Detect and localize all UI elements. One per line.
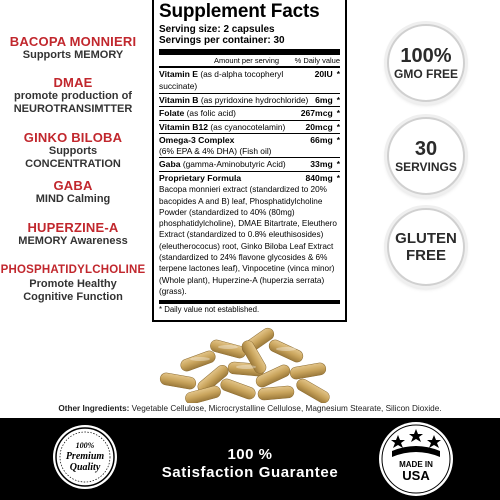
servings-badge <box>387 117 465 195</box>
nutrient-amount: 20IU <box>314 69 333 79</box>
nutrient-name: Vitamin B <box>159 94 199 105</box>
other-ingredients-label: Other Ingredients: <box>58 404 130 413</box>
nutrient-name: Folate <box>159 108 185 119</box>
ingredient-desc: promote production of <box>14 90 132 102</box>
supplement-facts-panel <box>152 0 347 322</box>
proprietary-dv: * <box>336 172 340 183</box>
nutrient-name: Gaba <box>159 159 181 170</box>
ingredient-desc: Supports <box>48 145 98 157</box>
ingredient-desc: Promote Healthy <box>29 278 117 290</box>
ingredient-ginko <box>0 130 146 171</box>
nutrient-amount: 20mcg <box>305 121 333 132</box>
nutrient-dv: * <box>336 108 340 119</box>
badge-top-text: 100% <box>400 44 452 67</box>
daily-value-header: % Daily value <box>294 56 340 65</box>
satisfaction-guarantee <box>150 446 350 482</box>
omega-detail: (6% EPA & 4% DHA) (Fish oil) <box>159 146 340 158</box>
guarantee-percent: 100 % <box>227 446 273 463</box>
nutrient-name: Omega-3 Complex <box>159 135 235 146</box>
gmo-free-badge <box>387 24 465 102</box>
nutrient-source: (as pyridoxine hydrochloride) <box>200 94 309 105</box>
facts-row <box>159 94 340 107</box>
facts-row <box>159 134 340 146</box>
nutrient-name: Vitamin B12 <box>159 121 209 132</box>
proprietary-name: Proprietary Formula <box>159 172 242 183</box>
facts-row <box>159 121 340 134</box>
proprietary-description: Bacopa monnieri extract (standardized to 20% bacopides A and B) leaf, Phosphatidylcholine Powder (standardized to 40% (80mg) phosphatidylcholine), DMAE Bitartrate, Eleuthero Extract (standardized to 0.8% eleuthisosides) (eleutherococus) root, Ginko Biloba Leaf Extract (standardized to 24% flavone glycosides & 6% terpene lactones leaf), Vinpocetine (vinca minor) (Whole plant), Huperzine-A (huperzia serrata) (grass). <box>159 185 337 296</box>
seal-line1: 100% <box>75 441 95 450</box>
facts-row <box>159 158 340 171</box>
ingredient-gaba <box>0 178 146 206</box>
guarantee-text: Satisfaction Guarantee <box>161 464 339 481</box>
servings-per-container: Servings per container: 30 <box>159 35 285 46</box>
gluten-free-badge <box>387 208 465 286</box>
ingredient-dmae <box>0 75 146 116</box>
facts-column-header <box>159 55 340 66</box>
ingredient-name: GABA <box>53 178 93 193</box>
nutrient-dv: * <box>336 69 340 79</box>
nutrient-amount: 66mg <box>310 135 333 146</box>
ingredient-desc: CONCENTRATION <box>25 158 121 170</box>
other-ingredients-text: Vegetable Cellulose, Microcrystalline Cellulose, Magnesium Stearate, Silicon Dioxide. <box>131 404 442 413</box>
nutrient-dv: * <box>336 94 340 105</box>
nutrient-dv: * <box>336 121 340 132</box>
other-ingredients <box>0 404 500 413</box>
ingredient-phosphatidylcholine <box>0 263 146 304</box>
ingredient-name: GINKO BILOBA <box>23 130 123 145</box>
nutrient-source: (gamma-Aminobutyric Acid) <box>182 159 286 170</box>
ingredient-huperzine <box>0 220 146 248</box>
nutrient-dv: * <box>336 159 340 170</box>
nutrient-amount: 33mg <box>310 159 333 170</box>
nutrient-amount: 6mg <box>315 94 333 105</box>
nutrient-name: Vitamin E <box>159 69 199 79</box>
nutrient-dv: * <box>336 135 340 146</box>
ingredient-bacopa <box>0 34 146 62</box>
capsules-image <box>140 325 360 403</box>
seal-line3: Quality <box>69 462 101 473</box>
usa-line2: USA <box>402 468 430 483</box>
ingredient-name: DMAE <box>53 75 93 90</box>
badge-top-text: GLUTEN <box>395 230 457 247</box>
usa-line1: MADE IN <box>399 460 433 469</box>
badge-top-text: 30 <box>414 137 438 160</box>
ingredient-name: HUPERZINE-A <box>27 220 119 235</box>
seal-line2: Premium <box>65 451 105 462</box>
badge-bottom-text: FREE <box>405 247 446 264</box>
badge-bottom-text: GMO FREE <box>393 66 458 81</box>
ingredient-name: BACOPA MONNIERI <box>9 34 137 49</box>
facts-row <box>159 68 340 94</box>
ingredient-desc: Cognitive Function <box>23 291 123 303</box>
serving-size: Serving size: 2 capsules <box>159 24 275 35</box>
nutrient-source: (as d-alpha tocopheryl succinate) <box>159 69 284 92</box>
facts-row <box>159 107 340 120</box>
proprietary-row <box>159 172 340 184</box>
facts-footnote: * Daily value not established. <box>159 300 340 316</box>
facts-title: Supplement Facts <box>159 1 320 22</box>
ingredient-desc: Supports MEMORY <box>22 49 124 61</box>
made-in-usa-icon <box>378 421 454 497</box>
nutrient-amount: 267mcg <box>300 108 333 119</box>
amount-header: Amount per serving <box>214 56 280 65</box>
ingredient-desc: MEMORY Awareness <box>18 235 128 247</box>
ingredient-desc: MIND Calming <box>35 193 111 205</box>
ingredient-desc: NEUROTRANSIMTTER <box>13 103 133 115</box>
badge-bottom-text: SERVINGS <box>395 159 457 174</box>
premium-quality-seal-icon <box>52 424 118 490</box>
nutrient-source: (as cyanocotelamin) <box>210 121 286 132</box>
nutrient-source: (as folic acid) <box>186 108 236 119</box>
ingredient-name: PHOSPHATIDYLCHOLINE <box>0 264 146 276</box>
proprietary-amount: 840mg <box>305 172 333 183</box>
